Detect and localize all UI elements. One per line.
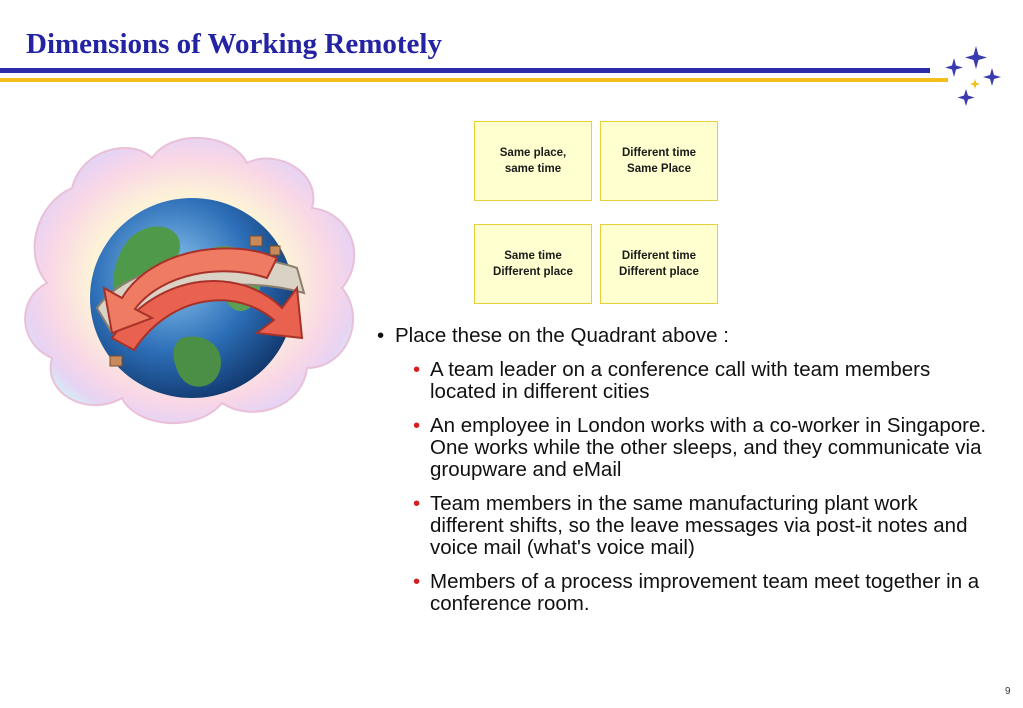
sub-bullet-text: Team members in the same manufacturing plant work different shifts, so the leave messages via post-it notes and voice mail (what's voice mail) [430,492,968,559]
quadrant-label: Different time Different place [619,250,699,278]
globe-with-arrows-illustration [12,118,372,440]
sparkle-stars-icon [938,40,1008,110]
quadrant-different-time-same-place [600,121,718,201]
sub-bullet-item [377,415,990,481]
quadrant-different-time-different-place [600,224,718,304]
bullet-dot-icon: • [413,414,421,437]
title-rule-blue [0,68,930,73]
bullet-intro [377,325,987,347]
quadrant-same-place-same-time [474,121,592,201]
sub-bullet-item [377,493,990,559]
bullet-dot-icon: • [413,492,421,515]
bullet-intro-text: Place these on the Quadrant above : [395,324,729,347]
quadrant-label: Different time Same Place [621,147,697,175]
quadrant-label: Same time Different place [493,250,573,278]
sub-bullet-text: Members of a process improvement team meet together in a conference room. [430,570,980,615]
bullet-dot-icon: • [377,324,385,347]
title-rule-gold [0,78,948,82]
sub-bullet-text: An employee in London works with a co-worker in Singapore. One works while the other sleeps, and they communicate via groupware and eMail [430,414,987,481]
page-number: 9 [1005,686,1011,697]
bullet-list [377,325,987,627]
sub-bullet-list [377,359,987,615]
bullet-dot-icon: • [413,358,421,381]
bullet-dot-icon: • [413,570,421,593]
quadrant-label: Same place, same time [499,147,567,175]
quadrant-same-time-different-place [474,224,592,304]
sub-bullet-item [377,571,990,615]
sub-bullet-item [377,359,990,403]
slide-title: Dimensions of Working Remotely [26,28,442,60]
sub-bullet-text: A team leader on a conference call with team members located in different cities [430,358,931,403]
